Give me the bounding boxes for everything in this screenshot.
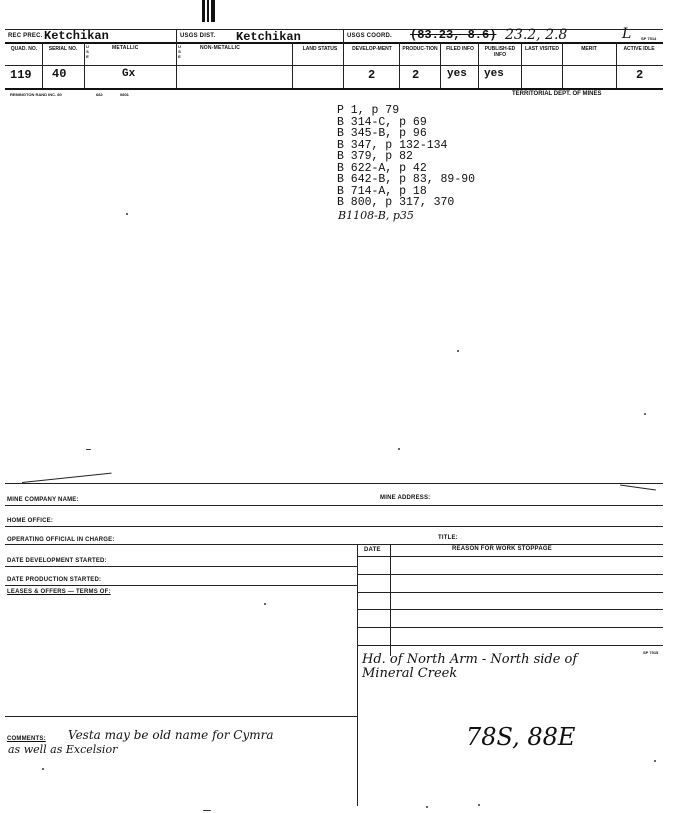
speck	[126, 213, 128, 215]
usgs-coord-struck: (83.23, 8.6)	[410, 28, 497, 42]
line	[5, 526, 663, 527]
leases-label: LEASES & OFFERS — TERMS OF:	[7, 589, 111, 595]
serial-label: SERIAL NO.	[48, 46, 78, 52]
reference-list	[337, 105, 475, 209]
reference-line: B 622-A, p 42	[337, 161, 427, 175]
serial-value: 40	[52, 67, 67, 81]
divider	[292, 42, 293, 88]
usgs-coord-value: 23.2, 2.8	[505, 27, 568, 43]
line	[357, 645, 663, 646]
metallic-value: Gx	[122, 68, 136, 80]
reference-line: B 800, p 317, 370	[337, 196, 455, 209]
divider	[399, 42, 400, 88]
filed-value: yes	[447, 68, 467, 80]
coord-letter: L	[622, 26, 632, 42]
quad-label: QUAD. NO.	[10, 46, 38, 52]
printer-code-2: 0801	[120, 92, 129, 97]
divider	[521, 42, 522, 88]
line	[5, 585, 357, 586]
speck	[203, 810, 211, 811]
line	[357, 574, 663, 575]
speck	[644, 413, 646, 415]
prod-started-label: DATE PRODUCTION STARTED:	[7, 577, 102, 583]
reference-line: B 714-A, p 18	[337, 184, 427, 198]
develop-label: DEVELOP-MENT	[352, 46, 392, 52]
speck	[457, 350, 459, 352]
form-top-line	[5, 483, 663, 484]
usgs-coord-label: USGS COORD.	[347, 33, 392, 39]
metallic-label: METALLIC	[112, 45, 139, 51]
speck	[264, 603, 266, 605]
mine-company-label: MINE COMPANY NAME:	[7, 497, 79, 503]
divider	[562, 42, 563, 88]
reference-line: B 347, p 132-134	[337, 138, 448, 152]
rec-prec-label: REC PREC.	[8, 33, 43, 39]
line	[5, 716, 357, 717]
reference-line: B 642-B, p 83, 89-90	[337, 173, 476, 186]
speck	[426, 806, 428, 808]
use-label-right: U S E	[178, 44, 181, 59]
reference-handwritten: B1108-B, p35	[338, 209, 414, 222]
line	[357, 609, 663, 610]
usgs-dist-value: Ketchikan	[236, 30, 301, 44]
line	[5, 544, 663, 545]
active-value: 2	[636, 68, 644, 82]
usgs-dist-label: USGS DIST.	[180, 33, 216, 39]
reason-column-label: REASON FOR WORK STOPPAGE	[452, 546, 552, 552]
line	[5, 505, 663, 506]
line	[357, 627, 663, 628]
dept-mark: TERRITORIAL DEPT. OF MINES	[512, 91, 602, 97]
reference-line: B 314-C, p 69	[337, 115, 427, 129]
date-column-label: DATE	[364, 547, 381, 553]
last-visited-label: LAST VISITED	[525, 46, 559, 52]
divider	[357, 544, 358, 656]
active-label: ACTIVE IDLE	[623, 46, 655, 52]
divider	[440, 42, 441, 88]
header-row2-line	[5, 65, 663, 66]
divider	[343, 29, 344, 88]
form-number-2: SP 7515	[643, 650, 659, 655]
comments-line2: as well as Excelsior	[8, 743, 118, 756]
operating-label: OPERATING OFFICIAL IN CHARGE:	[7, 537, 115, 543]
merit-label: MERIT	[581, 46, 597, 52]
comments-line1: Vesta may be old name for Cymra	[68, 728, 274, 742]
divider	[357, 656, 358, 806]
quad-value: 119	[10, 68, 32, 82]
production-value: 2	[412, 68, 420, 82]
line	[357, 592, 663, 593]
coordinates-handwritten: 78S, 88E	[466, 723, 576, 751]
title-label: TITLE:	[438, 535, 458, 541]
published-value: yes	[484, 68, 504, 80]
use-label-left: U S E	[86, 44, 89, 59]
speck	[86, 449, 91, 450]
form-top-stroke-right	[620, 484, 656, 490]
land-status-label: LAND STATUS	[302, 46, 338, 52]
production-label: PRODUC-TION	[402, 46, 438, 52]
dev-started-label: DATE DEVELOPMENT STARTED:	[7, 558, 107, 564]
location-note-line1: Hd. of North Arm - North side of	[362, 652, 578, 667]
published-info-label: PUBLISH-ED INFO	[484, 46, 516, 58]
filed-info-label: FILED INFO	[446, 46, 474, 52]
non-metallic-label: NON-METALLIC	[200, 45, 241, 51]
comments-label: COMMENTS:	[7, 736, 46, 742]
form-number: SP 7514	[641, 36, 657, 41]
divider	[616, 42, 617, 88]
form-top-stroke	[22, 473, 112, 483]
develop-value: 2	[368, 68, 376, 82]
speck	[654, 760, 656, 762]
reference-line: P 1, p 79	[337, 104, 400, 117]
header-bottom-line	[5, 88, 663, 90]
speck	[42, 768, 44, 770]
printer-code-1: 682	[96, 92, 103, 97]
home-office-label: HOME OFFICE:	[7, 518, 54, 524]
location-note-line2: Mineral Creek	[362, 666, 458, 681]
rec-prec-value: Ketchikan	[44, 29, 109, 43]
reference-line: B 379, p 82	[337, 150, 413, 163]
speck	[478, 804, 480, 806]
speck	[398, 448, 400, 450]
mine-address-label: MINE ADDRESS:	[380, 495, 431, 501]
divider	[390, 544, 391, 656]
divider	[478, 42, 479, 88]
reference-line: B 345-B, p 96	[337, 127, 427, 140]
line	[5, 566, 357, 567]
line	[357, 556, 663, 557]
header-binder-mark	[202, 0, 216, 22]
printer-mark: REMINGTON RAND INC. 80	[10, 92, 62, 97]
